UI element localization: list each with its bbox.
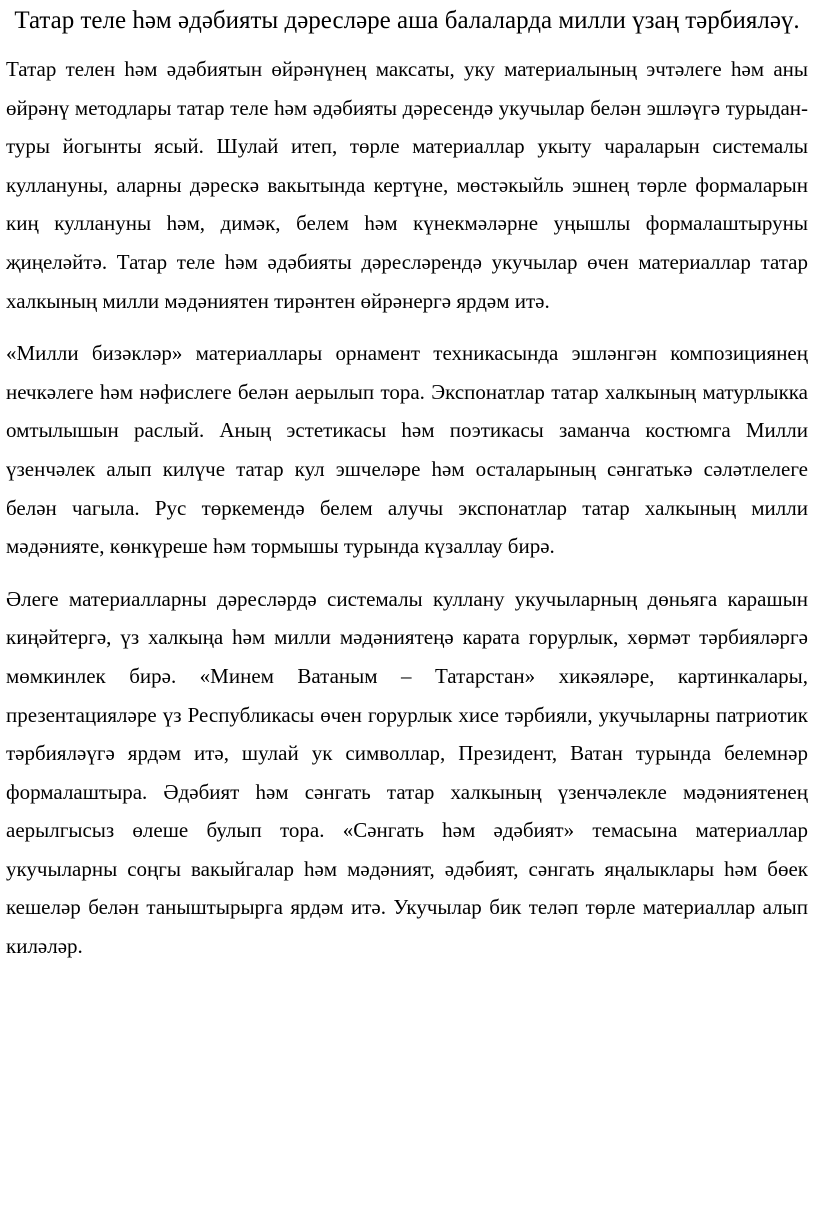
paragraph-3: Әлеге материалларны дәресләрдә системалы куллану укучыларның дөньяга карашын киңәйтергә, үз халкыңа һәм милли мәдәниятеңә карата горурлык, хөрмәт тәрбияләргә мөмкинлек бирә. «Минем Ватаным – Татарстан» хикәяләре, картинкалары, презентацияләре үз Республикасы өчен горурлык хисе тәрбияли, укучыларны патриотик тәрбияләүгә ярдәм итә, шулай ук символлар, Президент, Ватан турында белемнәр формалаштыра. Әдәбият һәм сәнгать татар халкының үзенчәлекле мәдәниятенең аерылгысыз өлеше булып тора. «Сәнгать һәм әдәбият» темасына материаллар укучыларны соңгы вакыйгалар һәм мәдәният, әдәбият, сәнгать яңалыклары һәм бөек кешеләр белән таныштырырга ярдәм итә. Укучылар бик теләп төрле материаллар алып киләләр. [6,586,808,959]
document-title: Татар теле һәм әдәбияты дәресләре аша балаларда милли үзаң тәрбияләү. [14,7,800,34]
paragraph-1: Татар телен һәм әдәбиятын өйрәнүнең максаты, уку материалының эчтәлеге һәм аны өйрәнү методлары татар теле һәм әдәбияты дәресендә укучылар белән эшләүгә турыдан-туры йогынты ясый. Шулай итеп, төрле материаллар укыту чараларын системалы куллануны, аларны дәрескә вакытында кертүне, мөстәкыйль эшнең төрле формаларын киң куллануны һәм, димәк, белем һәм күнекмәләрне уңышлы формалаштыруны җиңеләйтә. Татар теле һәм әдәбияты дәресләрендә укучылар өчен материаллар татар халкының милли мәдәниятен тирәнтен өйрәнергә ярдәм итә. [6,57,808,313]
paragraph-2: «Милли бизәкләр» материаллары орнамент техникасында эшләнгән композициянең нечкәлеге һәм нәфислеге белән аерылып тора. Экспонатлар татар халкының матурлыкка омтылышын раслый. Аның эстетикасы һәм поэтикасы заманча костюмга Милли үзенчәлек алып килүче татар кул эшчеләре һәм осталарының сәнгатькә сәләтлелеге белән чагыла. Рус төркемендә белем алучы экспонатлар татар халкының милли мәдәнияте, көнкүреше һәм тормышы турында күзаллау бирә. [6,341,808,559]
